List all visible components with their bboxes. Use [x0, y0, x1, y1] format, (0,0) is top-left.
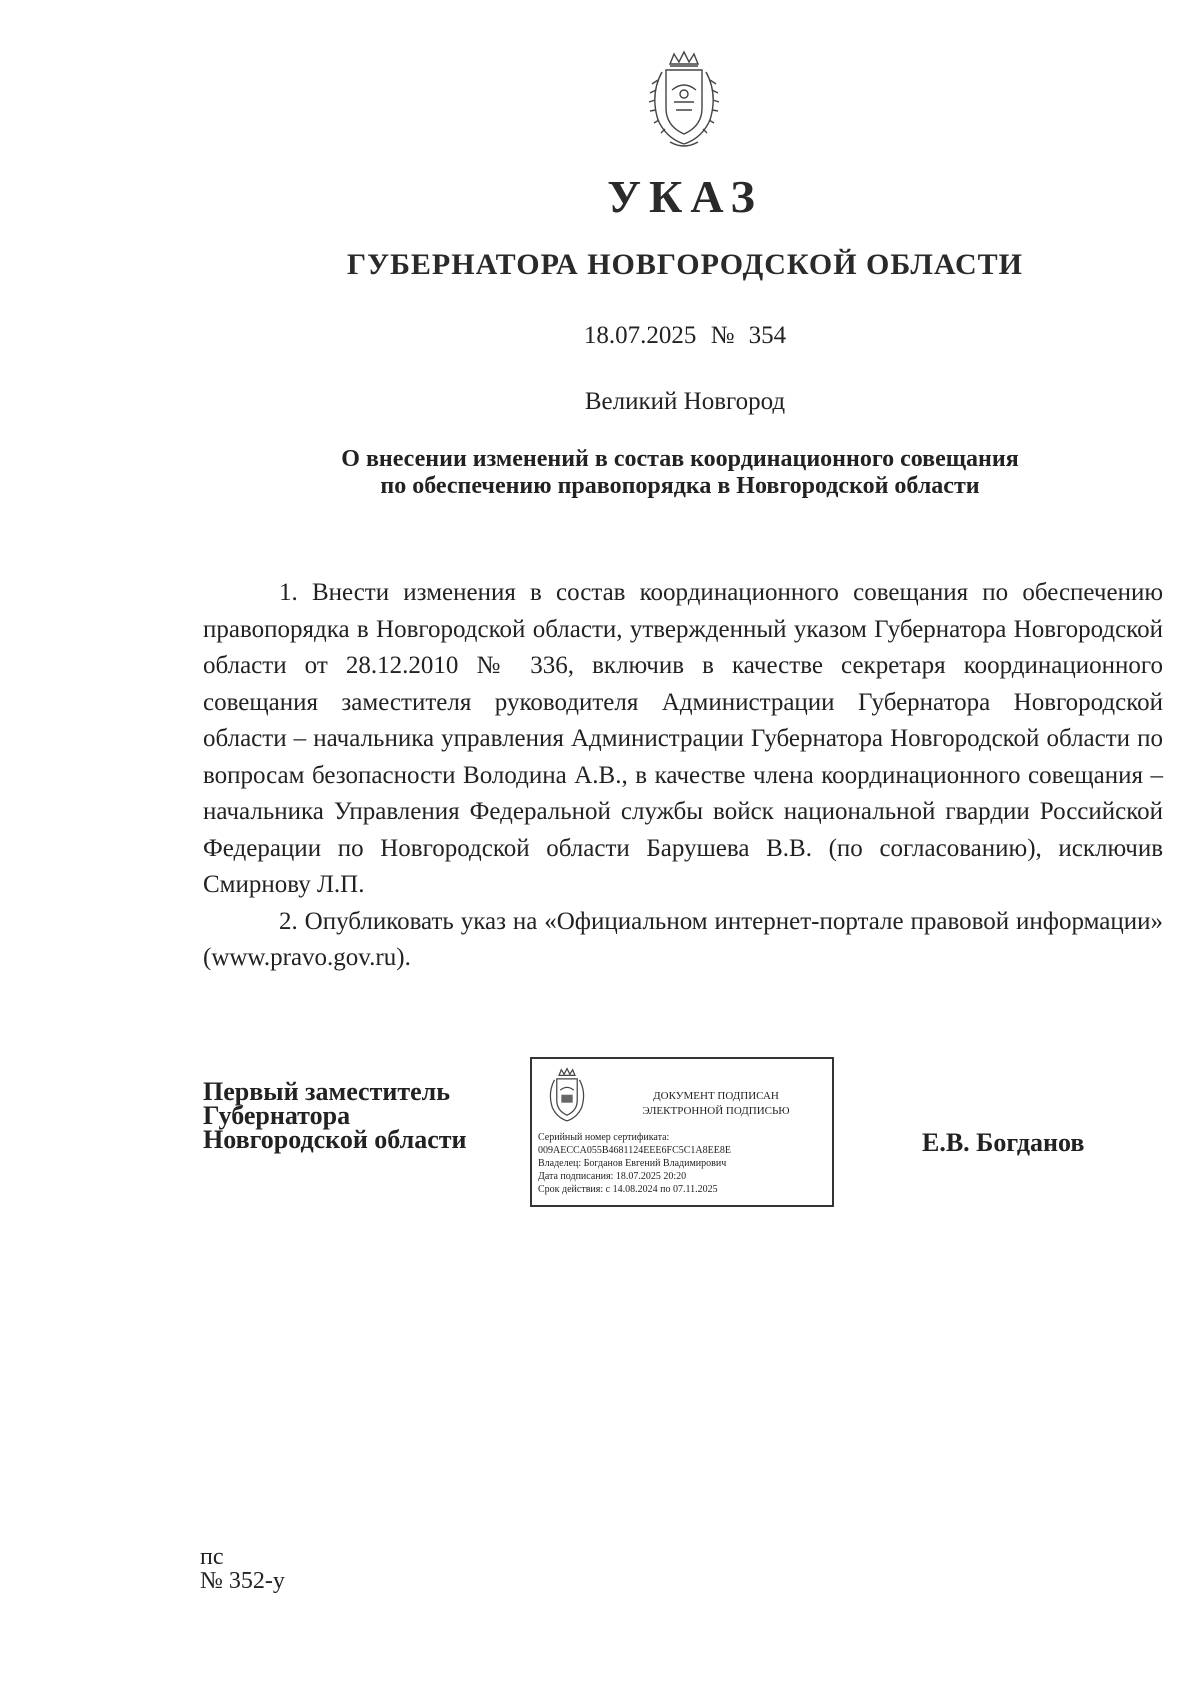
document-body	[203, 575, 1163, 977]
number-sign: №	[710, 322, 735, 349]
issuer-title: ГУБЕРНАТОРА НОВГОРОДСКОЙ ОБЛАСТИ	[346, 248, 1024, 281]
stamp-owner: Владелец: Богданов Евгений Владимирович	[538, 1158, 727, 1169]
coat-of-arms-icon	[542, 1067, 592, 1127]
signer-position-line-3: Новгородской области	[203, 1125, 467, 1154]
executor-note-line-2: № 352-у	[200, 1568, 285, 1594]
issue-place: Великий Новгород	[584, 388, 786, 415]
stamp-heading-line-1: ДОКУМЕНТ ПОДПИСАН	[653, 1090, 779, 1102]
signer-name: Е.В. Богданов	[922, 1128, 1085, 1157]
stamp-signed-date: Дата подписания: 18.07.2025 20:20	[538, 1171, 687, 1182]
document-heading	[200, 446, 1160, 500]
signer-position	[203, 1077, 503, 1154]
electronic-signature-stamp	[530, 1057, 834, 1207]
signer-position-line-1: Первый заместитель	[203, 1077, 450, 1106]
stamp-serial: 009AECCA055B4681124EEE6FC5C1A8EE8E	[538, 1145, 731, 1156]
document-number: 354	[748, 322, 787, 349]
stamp-validity: Срок действия: с 14.08.2024 по 07.11.2025	[538, 1184, 718, 1195]
heading-line-1: О внесении изменений в состав координационного совещания	[341, 446, 1019, 472]
stamp-heading	[602, 1089, 830, 1119]
stamp-details	[538, 1131, 830, 1196]
heading-line-2: по обеспечению правопорядка в Новгородской области	[380, 473, 980, 499]
stamp-heading-line-2: ЭЛЕКТРОННОЙ ПОДПИСЬЮ	[642, 1105, 790, 1117]
executor-note-line-1: пс	[200, 1544, 224, 1570]
stamp-serial-label: Серийный номер сертификата:	[538, 1132, 670, 1143]
document-date: 18.07.2025	[583, 322, 697, 349]
body-paragraph-2: 2. Опубликовать указ на «Официальном интернет-портале правовой информации» (www.pravo.gov.ru).	[203, 907, 1163, 971]
date-number-line	[85, 322, 1200, 350]
coat-of-arms-icon	[640, 50, 728, 154]
document-type-title: УКАЗ	[607, 171, 763, 222]
body-paragraph-1: 1. Внести изменения в состав координационного совещания по обеспечению правопорядка в Новгородской области, утвержденный указом Губернатора Новгородской области от 28.12.2010 № 336, включив в качестве секретаря координационного совещания заместителя руководителя Администрации Губернатора Новгородской области – начальника управления Администрации Губернатора Новгородской области по вопросам безопасности Володина А.В., в качестве члена координационного совещания – начальника Управления Федеральной службы войск национальной гвардии Российской Федерации по Новгородской области Барушева В.В. (по согласованию), исключив Смирнову Л.П.	[203, 579, 1163, 898]
executor-note	[200, 1545, 285, 1593]
signer-position-line-2: Губернатора	[203, 1101, 351, 1130]
